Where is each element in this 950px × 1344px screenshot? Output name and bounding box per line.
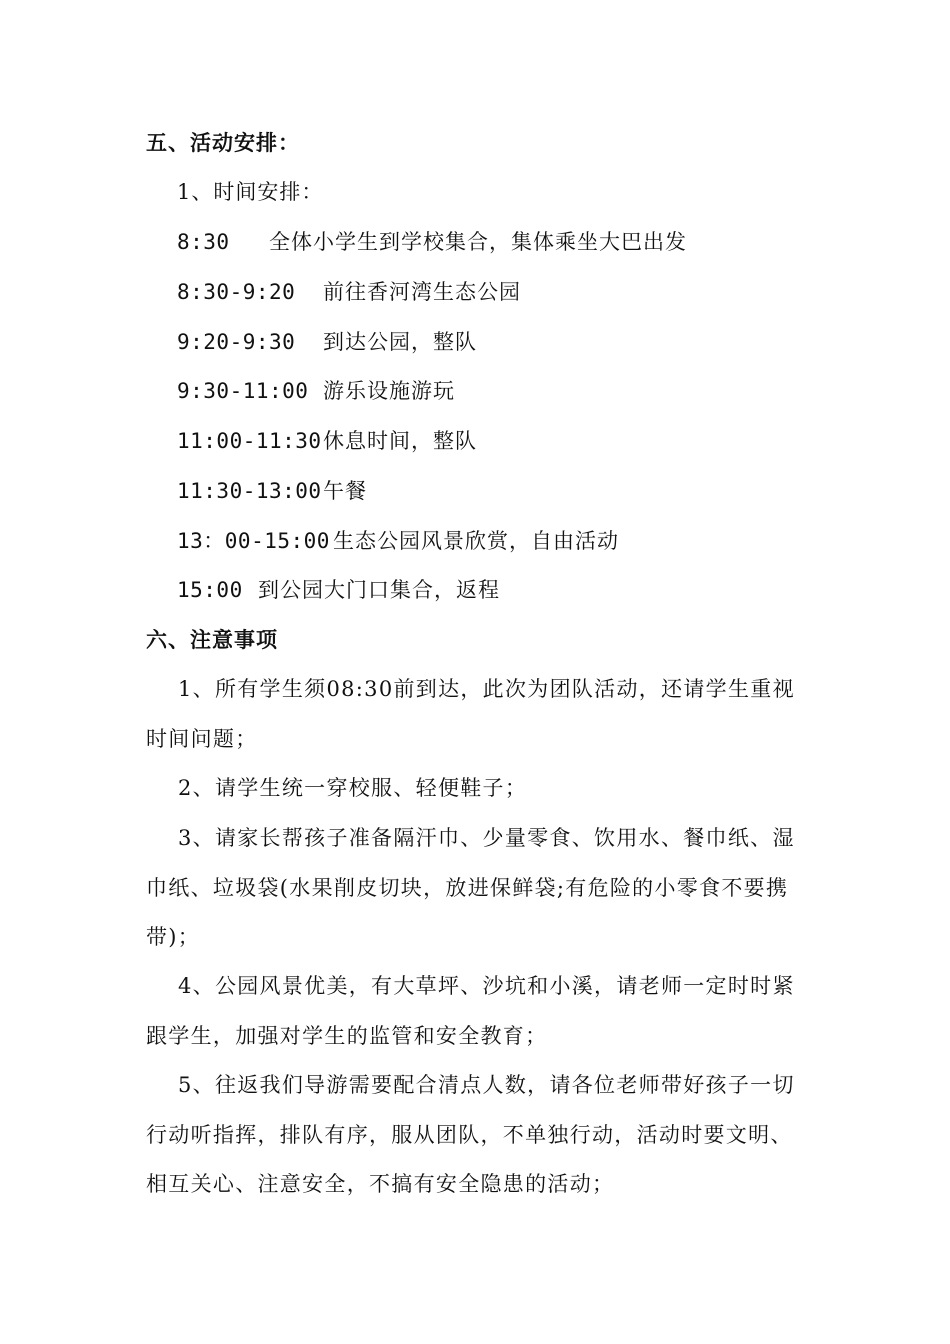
schedule-row — [177, 228, 687, 256]
schedule-time: 15:00 — [177, 578, 243, 602]
schedule-time: 11:30-13:00 — [177, 479, 322, 503]
schedule-row — [177, 427, 477, 455]
schedule-time: 9:30-11:00 — [177, 379, 309, 403]
schedule-row — [177, 576, 500, 604]
schedule-time: 13：00-15:00 — [177, 529, 330, 553]
schedule-row — [177, 377, 455, 405]
notice-item: 4、公园风景优美，有大草坪、沙坑和小溪，请老师一定时时紧跟学生，加强对学生的监管和安全教育； — [146, 974, 795, 1048]
schedule-desc: 到达公园，整队 — [323, 330, 477, 354]
schedule-time: 8:30-9:20 — [177, 280, 296, 304]
notice-item: 3、请家长帮孩子准备隔汗巾、少量零食、饮用水、餐巾纸、湿巾纸、垃圾袋(水果削皮切块，放进保鲜袋;有危险的小零食不要携带)； — [146, 826, 795, 949]
schedule-row — [177, 477, 367, 505]
schedule-row — [177, 527, 619, 555]
schedule-desc: 全体小学生到学校集合，集体乘坐大巴出发 — [269, 230, 687, 254]
schedule-desc: 生态公园风景欣赏，自由活动 — [333, 529, 619, 553]
schedule-desc: 午餐 — [323, 479, 367, 503]
schedule-desc: 到公园大门口集合，返程 — [258, 578, 500, 602]
notice-item: 2、请学生统一穿校服、轻便鞋子； — [178, 776, 528, 800]
schedule-time: 9:20-9:30 — [177, 330, 296, 354]
notice-item: 1、所有学生须08:30前到达，此次为团队活动，还请学生重视时间问题； — [146, 677, 795, 751]
schedule-time: 11:00-11:30 — [177, 429, 322, 453]
schedule-row — [177, 328, 477, 356]
schedule-subheading: 1、时间安排： — [177, 180, 324, 204]
schedule-desc: 休息时间，整队 — [323, 429, 477, 453]
schedule-time: 8:30 — [177, 230, 230, 254]
schedule-desc: 游乐设施游玩 — [323, 379, 455, 403]
notice-item: 5、往返我们导游需要配合清点人数，请各位老师带好孩子一切行动听指挥，排队有序，服从团队，不单独行动，活动时要文明、相互关心、注意安全，不搞有安全隐患的活动； — [146, 1073, 795, 1196]
schedule-desc: 前往香河湾生态公园 — [323, 280, 521, 304]
section5-heading: 五、活动安排： — [146, 131, 300, 155]
section6-heading: 六、注意事项 — [146, 628, 278, 652]
schedule-row — [177, 278, 521, 306]
